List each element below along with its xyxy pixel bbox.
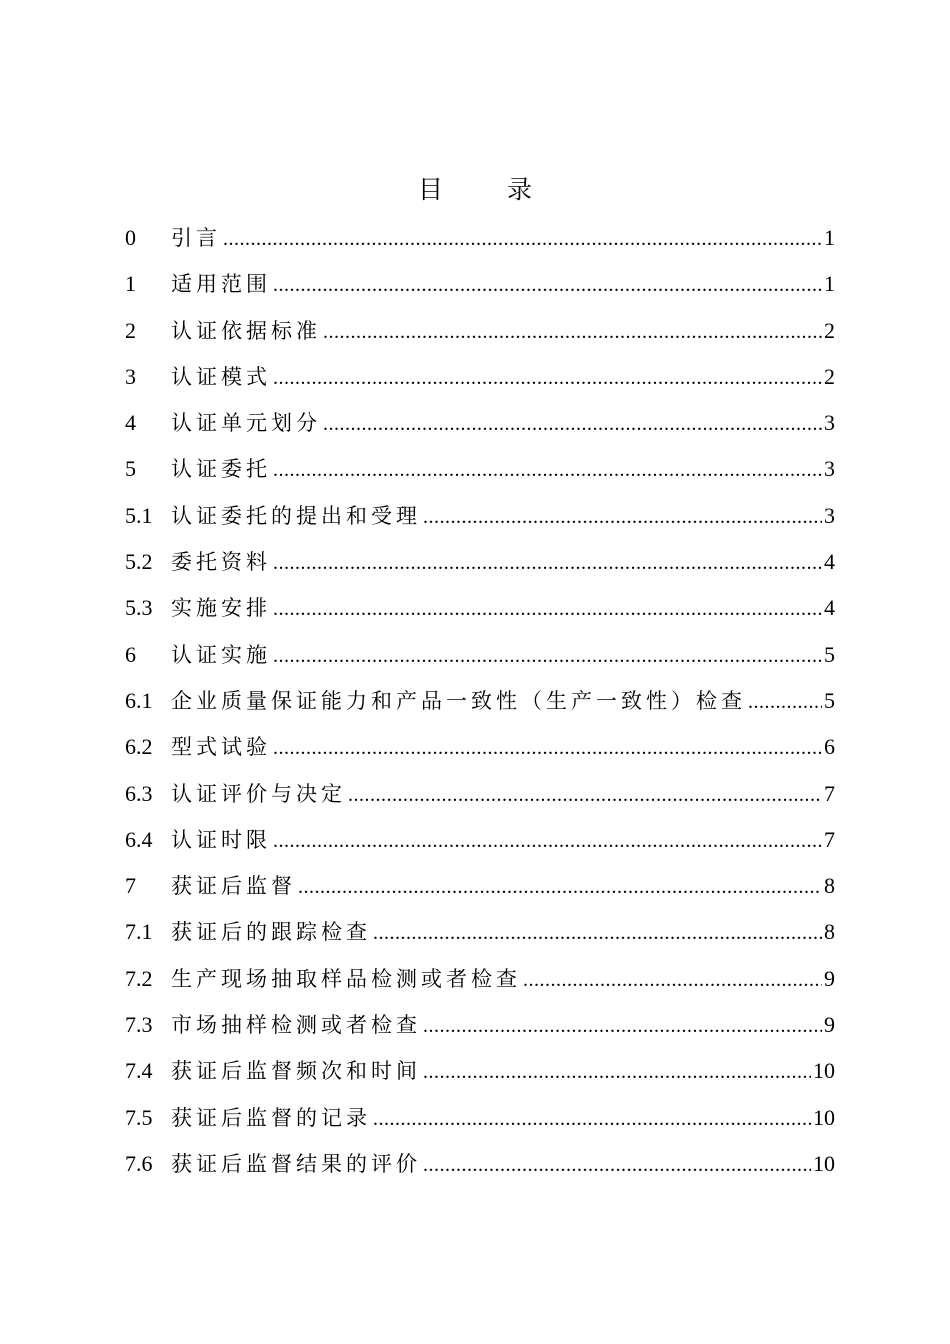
toc-dot-leader [273,638,822,674]
toc-entry-title: 引言 [171,226,221,250]
toc-entry-title: 企业质量保证能力和产品一致性（生产一致性）检查 [171,688,746,713]
toc-entry-number: 6 [125,641,136,667]
toc-entry-number: 6.4 [125,826,153,852]
toc-entry-title: 认证评价与决定 [171,781,346,806]
toc-dot-leader [323,314,822,350]
toc-entry[interactable] [125,313,835,359]
toc-entry-page: 4 [824,595,835,621]
toc-entry-page: 5 [824,687,835,713]
toc-entry-title: 获证后的跟踪检查 [171,920,371,945]
toc-entry-number: 6.1 [125,687,153,713]
toc-entry[interactable] [125,220,835,266]
toc-dot-leader [423,1008,822,1044]
toc-entry-number: 5 [125,456,136,482]
toc-entry-number: 5.3 [125,595,153,621]
toc-entry[interactable] [125,266,835,312]
toc-entry-title: 市场抽样检测或者检查 [171,1013,421,1038]
toc-entry[interactable] [125,637,835,683]
toc-entry-page: 10 [813,1150,835,1176]
toc-dot-leader [273,267,822,303]
toc-entry[interactable] [125,498,835,544]
toc-dot-leader [373,915,822,951]
toc-entry-number: 3 [125,363,136,389]
toc-entry-title: 获证后监督频次和时间 [171,1059,421,1084]
toc-entry-title: 实施安排 [171,596,271,621]
toc-entry-number: 6.2 [125,734,153,760]
toc-entry[interactable] [125,729,835,775]
toc-dot-leader [423,1054,811,1090]
toc-entry-page: 4 [824,549,835,575]
toc-entry-title: 认证依据标准 [171,318,321,343]
toc-entry[interactable] [125,961,835,1007]
toc-entry[interactable] [125,1007,835,1053]
toc-entry[interactable] [125,914,835,960]
toc-entry-page: 10 [813,1058,835,1084]
toc-entry-number: 5.1 [125,502,153,528]
toc-entry-page: 1 [824,271,835,297]
toc-dot-leader [348,777,822,813]
toc-entry[interactable] [125,868,835,914]
toc-entry-title: 型式试验 [171,735,271,760]
toc-entry-page: 8 [824,873,835,899]
toc-entry-number: 7.3 [125,1012,153,1038]
toc-title: 目 录 [418,175,560,204]
toc-entry-page: 5 [824,641,835,667]
toc-entry[interactable] [125,776,835,822]
toc-entry-number: 7.6 [125,1150,153,1176]
toc-entry-title: 认证委托 [171,457,271,482]
toc-entry-number: 0 [125,225,136,250]
toc-entry-title: 适用范围 [171,272,271,297]
toc-entry-number: 1 [125,271,136,297]
toc-dot-leader [298,869,822,905]
toc-entry[interactable] [125,822,835,868]
toc-dot-leader [273,730,822,766]
toc-dot-leader [423,499,822,535]
toc-entry-number: 7 [125,873,136,899]
toc-dot-leader [323,406,822,442]
toc-entry-number: 7.1 [125,919,153,945]
toc-entry-title: 认证模式 [171,364,271,389]
toc-entry-page: 9 [824,1012,835,1038]
toc-dot-leader [273,823,822,859]
toc-dot-leader [273,591,822,627]
toc-entry-title: 认证时限 [171,827,271,852]
toc-entry-page: 6 [824,734,835,760]
toc-entry-page: 3 [824,502,835,528]
toc-entry-page: 7 [824,826,835,852]
toc-entry-number: 4 [125,410,136,436]
toc-dot-leader [373,1101,811,1137]
toc-entry[interactable] [125,1146,835,1192]
toc-entry-page: 3 [824,410,835,436]
toc-entry[interactable] [125,1053,835,1099]
toc-dot-leader [223,221,822,257]
toc-entry-page: 3 [824,456,835,482]
toc-entry-number: 7.2 [125,965,153,991]
toc-entry[interactable] [125,359,835,405]
toc-dot-leader [523,962,822,998]
toc-entry-number: 7.4 [125,1058,153,1084]
toc-entry-title: 生产现场抽取样品检测或者检查 [171,966,521,991]
toc-entry-page: 7 [824,780,835,806]
toc-dot-leader [748,684,822,720]
toc-entry-page: 2 [824,317,835,343]
toc-entry-page: 10 [813,1104,835,1130]
toc-entry[interactable] [125,590,835,636]
toc-entry-title: 获证后监督的记录 [171,1105,371,1130]
toc-entry-number: 7.5 [125,1104,153,1130]
toc-list [125,220,835,1192]
toc-entry-page: 8 [824,919,835,945]
toc-entry-number: 5.2 [125,549,153,575]
toc-entry-title: 获证后监督 [171,874,296,899]
toc-entry-number: 6.3 [125,780,153,806]
toc-dot-leader [273,452,822,488]
toc-entry-title: 获证后监督结果的评价 [171,1151,421,1176]
toc-entry[interactable] [125,451,835,497]
toc-entry-title: 认证实施 [171,642,271,667]
toc-entry-number: 2 [125,317,136,343]
toc-entry[interactable] [125,683,835,729]
toc-entry-page: 2 [824,363,835,389]
toc-entry-title: 委托资料 [171,550,271,575]
toc-entry[interactable] [125,405,835,451]
toc-entry-title: 认证单元划分 [171,411,321,436]
toc-dot-leader [423,1147,811,1183]
toc-entry-page: 1 [824,225,835,250]
toc-entry[interactable] [125,1100,835,1146]
toc-dot-leader [273,545,822,581]
toc-entry[interactable] [125,544,835,590]
toc-entry-page: 9 [824,965,835,991]
toc-dot-leader [273,360,822,396]
toc-entry-title: 认证委托的提出和受理 [171,503,421,528]
